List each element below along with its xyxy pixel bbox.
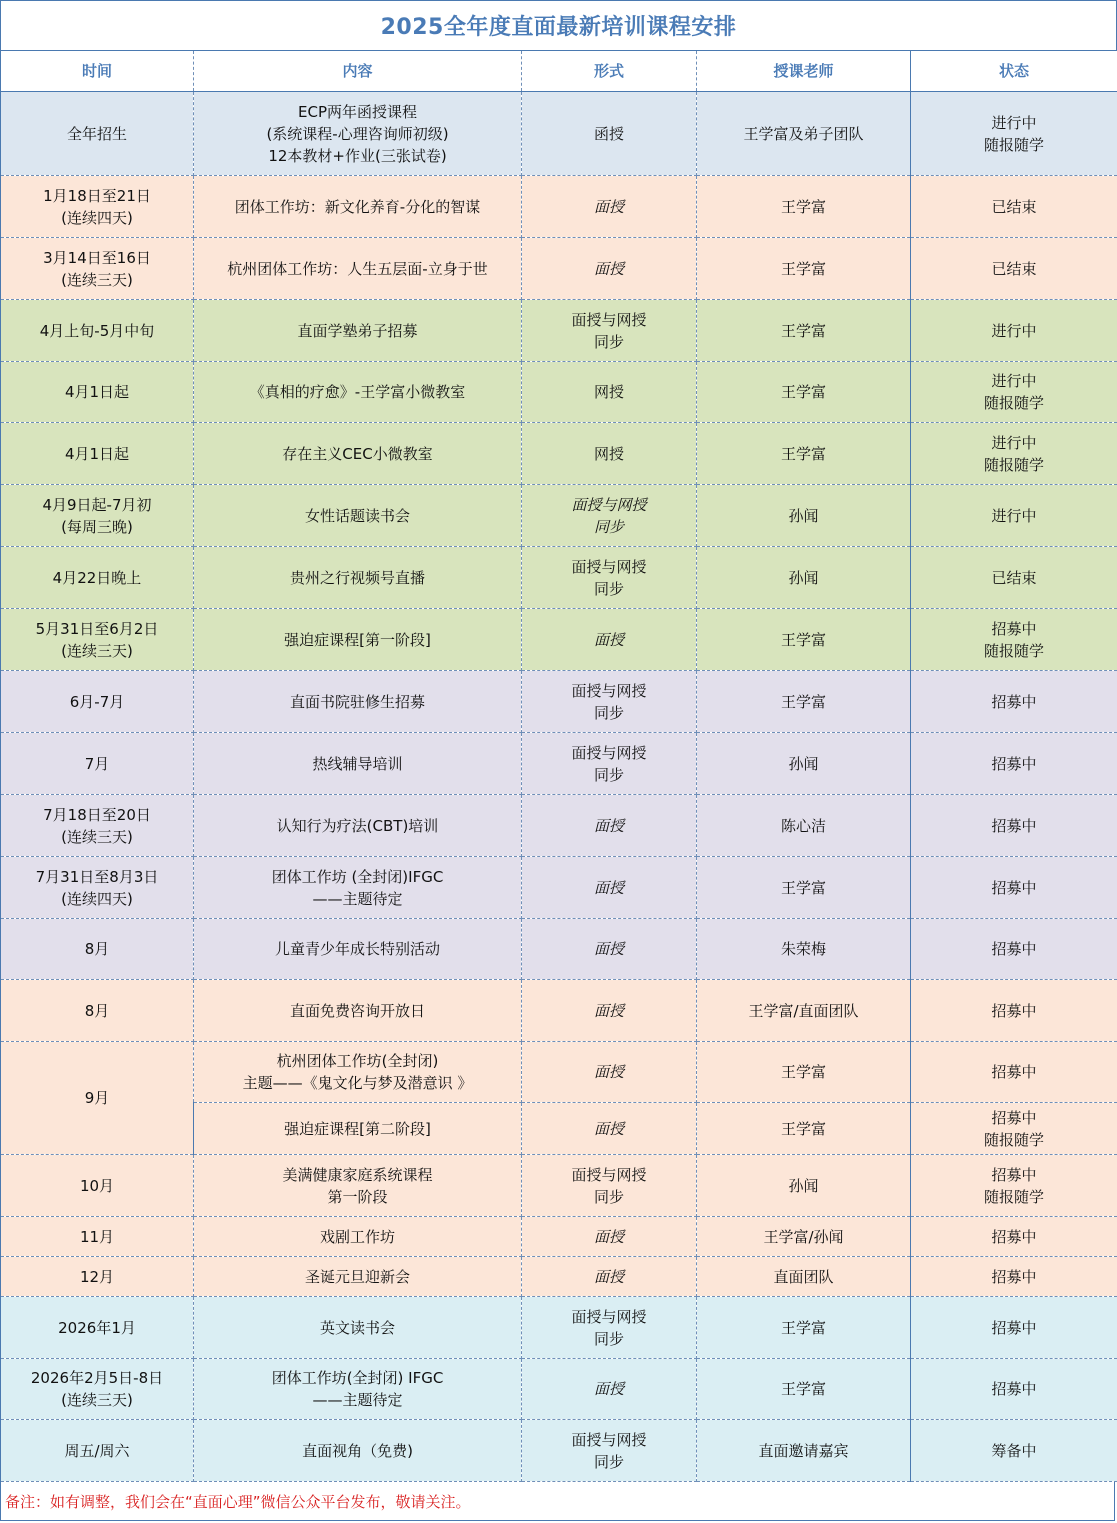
form-cell-line: 同步: [593, 517, 624, 536]
teacher-cell: 孙闻: [697, 1155, 911, 1217]
time-cell: [1, 671, 194, 733]
status-cell: [911, 919, 1117, 980]
form-cell: [522, 671, 697, 733]
status-cell-line: 招募中: [991, 940, 1037, 958]
form-cell: [522, 1042, 697, 1103]
table-row: [1, 547, 1117, 609]
time-cell: [1, 176, 194, 238]
time-cell: [1, 92, 194, 176]
form-cell-line: 面授与网授: [571, 1165, 647, 1184]
status-cell-line: 招募中: [991, 692, 1037, 711]
form-cell-line: 面授: [593, 940, 624, 958]
teacher-cell: 王学富: [697, 671, 911, 733]
form-cell-line: 面授: [593, 1267, 624, 1286]
content-cell-line: 直面免费咨询开放日: [289, 1001, 425, 1020]
status-cell: [911, 1297, 1117, 1359]
page-title: 2025全年度直面最新培训课程安排: [0, 0, 1117, 50]
time-cell: [1, 423, 194, 485]
form-cell-line: 面授与网授: [571, 495, 647, 514]
status-cell-line: 筹备中: [991, 1441, 1037, 1460]
status-cell: [911, 238, 1117, 300]
form-cell: [522, 238, 697, 300]
form-cell-line: 面授与网授: [571, 310, 647, 329]
status-cell: [911, 1217, 1117, 1257]
form-cell-line: 面授: [593, 630, 624, 649]
content-cell-line: 圣诞元旦迎新会: [304, 1267, 410, 1286]
teacher-cell: 王学富: [697, 857, 911, 919]
content-cell: [194, 609, 522, 671]
content-cell-line: 认知行为疗法(CBT)培训: [276, 816, 439, 835]
status-cell-line: 已结束: [991, 197, 1037, 216]
form-cell-line: 面授与网授: [571, 1307, 647, 1326]
form-cell-line: 同步: [593, 1452, 624, 1471]
status-cell-line: 进行中: [991, 321, 1037, 340]
teacher-cell: 王学富: [697, 423, 911, 485]
form-cell: [522, 1297, 697, 1359]
form-cell: [522, 733, 697, 795]
time-cell-line: (连续三天): [61, 641, 133, 660]
form-cell: [522, 1420, 697, 1482]
content-cell-line: 强迫症课程[第一阶段]: [284, 630, 431, 649]
table-row: [1, 1155, 1117, 1217]
form-cell: [522, 547, 697, 609]
form-cell-line: 面授: [593, 197, 624, 216]
time-cell-line: 11月: [79, 1227, 115, 1246]
status-cell: [911, 1042, 1117, 1103]
table-row: [1, 671, 1117, 733]
content-cell: [194, 176, 522, 238]
time-cell: [1, 547, 194, 609]
teacher-cell: 王学富: [697, 176, 911, 238]
status-cell-line: 招募中: [991, 878, 1037, 897]
time-cell: [1, 300, 194, 362]
table-row: [1, 238, 1117, 300]
time-cell-line: (连续四天): [61, 208, 133, 227]
form-cell: [522, 92, 697, 176]
content-cell-line: ——主题待定: [312, 1391, 403, 1409]
content-cell: [194, 1297, 522, 1359]
content-cell: [194, 362, 522, 423]
status-cell-line: 招募中: [991, 1165, 1037, 1184]
table-row: [1, 733, 1117, 795]
form-cell-line: 同步: [593, 703, 624, 722]
teacher-cell: 陈心洁: [697, 795, 911, 857]
teacher-cell: 朱荣梅: [697, 919, 911, 980]
form-cell-line: 同步: [593, 1187, 624, 1206]
time-cell-line: 5月31日至6月2日: [35, 619, 159, 638]
status-cell-line: 招募中: [991, 816, 1037, 835]
teacher-cell: 王学富: [697, 238, 911, 300]
time-cell-line: 4月22日晚上: [52, 568, 142, 587]
form-cell: [522, 1257, 697, 1297]
content-cell-line: 《真相的疗愈》-王学富小微教室: [249, 383, 466, 401]
form-cell-line: 网授: [593, 444, 624, 463]
form-cell: [522, 857, 697, 919]
time-cell-line: 4月9日起-7月初: [42, 495, 152, 514]
time-cell-line: 6月-7月: [69, 692, 125, 711]
form-cell-line: 网授: [593, 383, 624, 401]
status-cell: [911, 176, 1117, 238]
time-cell-line: (连续三天): [61, 1391, 133, 1409]
content-cell-line: ECP两年函授课程: [298, 102, 417, 121]
schedule-body: [1, 92, 1117, 1482]
status-cell-line: 招募中: [991, 1063, 1037, 1081]
time-cell-line: (连续四天): [61, 889, 133, 908]
form-cell-line: 面授: [593, 878, 624, 897]
content-cell-line: 杭州团体工作坊(全封闭): [276, 1052, 439, 1070]
table-row: [1, 300, 1117, 362]
content-cell-line: 女性话题读书会: [304, 506, 410, 525]
form-cell: [522, 1155, 697, 1217]
time-cell: [1, 1155, 194, 1217]
form-cell-line: 面授: [593, 1001, 624, 1020]
content-cell-line: 杭州团体工作坊：人生五层面-立身于世: [227, 259, 488, 278]
table-row: [1, 362, 1117, 423]
time-cell-line: 2026年1月: [58, 1318, 136, 1337]
table-row: [1, 1420, 1117, 1482]
status-cell-line: 随报随学: [983, 641, 1044, 660]
status-cell: [911, 857, 1117, 919]
teacher-cell: 王学富: [697, 300, 911, 362]
teacher-cell: 王学富: [697, 1359, 911, 1420]
form-cell: [522, 1359, 697, 1420]
form-cell: [522, 423, 697, 485]
time-cell: [1, 795, 194, 857]
form-cell: [522, 176, 697, 238]
time-cell: [1, 1257, 194, 1297]
table-row: [1, 980, 1117, 1042]
form-cell-line: 面授: [593, 1227, 624, 1246]
content-cell: [194, 1103, 522, 1155]
status-cell: [911, 795, 1117, 857]
time-cell: [1, 1042, 194, 1155]
time-cell-line: 7月31日至8月3日: [35, 867, 159, 886]
time-cell-line: 10月: [79, 1176, 115, 1195]
time-cell: [1, 919, 194, 980]
time-cell-line: (连续三天): [61, 827, 133, 846]
time-cell-line: (连续三天): [61, 270, 133, 289]
form-cell-line: 同步: [593, 579, 624, 598]
form-cell-line: 面授: [593, 1063, 624, 1081]
form-cell: [522, 300, 697, 362]
time-cell-line: 3月14日至16日: [43, 248, 151, 267]
status-cell: [911, 485, 1117, 547]
content-cell: [194, 300, 522, 362]
content-cell: [194, 671, 522, 733]
content-cell-line: 强迫症课程[第二阶段]: [284, 1119, 431, 1138]
form-cell-line: 面授与网授: [571, 681, 647, 700]
teacher-cell: 王学富: [697, 362, 911, 423]
form-cell-line: 面授与网授: [571, 743, 647, 762]
header-content: 内容: [194, 51, 522, 92]
status-cell-line: 进行中: [991, 433, 1037, 452]
table-row: [1, 92, 1117, 176]
content-cell-line: 团体工作坊 (全封闭)IFGC: [271, 867, 444, 886]
teacher-cell: 王学富: [697, 609, 911, 671]
form-cell-line: 面授: [593, 1119, 624, 1138]
teacher-cell: 王学富: [697, 1042, 911, 1103]
time-cell-line: 2026年2月5日-8日: [30, 1369, 164, 1387]
status-cell: [911, 92, 1117, 176]
content-cell-line: ——主题待定: [312, 889, 403, 908]
status-cell: [911, 547, 1117, 609]
teacher-cell: 直面团队: [697, 1257, 911, 1297]
form-cell: [522, 795, 697, 857]
time-cell: [1, 980, 194, 1042]
status-cell-line: 随报随学: [983, 394, 1044, 412]
footer-note: 备注：如有调整，我们会在“直面心理”微信公众平台发布，敬请关注。: [0, 1482, 1115, 1521]
status-cell-line: 招募中: [991, 619, 1037, 638]
form-cell: [522, 362, 697, 423]
form-cell-line: 面授: [593, 1380, 624, 1398]
status-cell-line: 随报随学: [983, 1187, 1044, 1206]
teacher-cell: 孙闻: [697, 733, 911, 795]
status-cell-line: 进行中: [991, 113, 1037, 132]
status-cell-line: 进行中: [991, 506, 1037, 525]
time-cell-line: (每周三晚): [61, 517, 133, 536]
content-cell: [194, 1042, 522, 1103]
status-cell: [911, 1420, 1117, 1482]
status-cell: [911, 1359, 1117, 1420]
table-row: [1, 857, 1117, 919]
status-cell-line: 招募中: [991, 1380, 1037, 1398]
content-cell: [194, 1217, 522, 1257]
time-cell: [1, 733, 194, 795]
form-cell-line: 面授与网授: [571, 557, 647, 576]
time-cell: [1, 1217, 194, 1257]
table-row: [1, 1297, 1117, 1359]
content-cell-line: 英文读书会: [319, 1318, 395, 1337]
table-row: [1, 609, 1117, 671]
content-cell-line: 直面视角（免费): [302, 1441, 413, 1460]
teacher-cell: 王学富: [697, 1103, 911, 1155]
table-row: [1, 176, 1117, 238]
content-cell-line: 直面书院驻修生招募: [289, 692, 425, 711]
form-cell-line: 同步: [593, 765, 624, 784]
status-cell: [911, 1257, 1117, 1297]
status-cell: [911, 980, 1117, 1042]
teacher-cell: 王学富: [697, 1297, 911, 1359]
time-cell-line: 4月1日起: [64, 444, 130, 463]
status-cell-line: 招募中: [991, 1001, 1037, 1020]
content-cell-line: 儿童青少年成长特别活动: [274, 940, 440, 958]
teacher-cell: 王学富/孙闻: [697, 1217, 911, 1257]
form-cell-line: 面授与网授: [571, 1430, 647, 1449]
time-cell-line: 全年招生: [66, 124, 127, 143]
content-cell-line: 戏剧工作坊: [319, 1227, 395, 1246]
form-cell-line: 同步: [593, 1329, 624, 1348]
content-cell-line: 12本教材+作业(三张试卷): [268, 146, 447, 165]
content-cell: [194, 919, 522, 980]
header-status: 状态: [911, 51, 1117, 92]
form-cell: [522, 1103, 697, 1155]
content-cell-line: 直面学塾弟子招募: [297, 321, 418, 340]
status-cell-line: 招募中: [991, 1108, 1037, 1127]
content-cell: [194, 857, 522, 919]
content-cell: [194, 1155, 522, 1217]
status-cell-line: 招募中: [991, 754, 1037, 773]
content-cell: [194, 423, 522, 485]
time-cell: [1, 609, 194, 671]
status-cell-line: 随报随学: [983, 1130, 1044, 1149]
form-cell: [522, 919, 697, 980]
form-cell-line: 函授: [593, 124, 624, 143]
time-cell: [1, 485, 194, 547]
status-cell-line: 招募中: [991, 1267, 1037, 1286]
status-cell: [911, 300, 1117, 362]
content-cell: [194, 1420, 522, 1482]
teacher-cell: 王学富/直面团队: [697, 980, 911, 1042]
status-cell-line: 随报随学: [983, 455, 1044, 474]
status-cell: [911, 609, 1117, 671]
form-cell: [522, 980, 697, 1042]
content-cell: [194, 1359, 522, 1420]
content-cell-line: 团体工作坊(全封闭) IFGC: [271, 1369, 444, 1387]
time-cell-line: 7月: [84, 754, 110, 773]
time-cell: [1, 857, 194, 919]
time-cell: [1, 1420, 194, 1482]
status-cell-line: 进行中: [991, 372, 1037, 390]
content-cell: [194, 795, 522, 857]
teacher-cell: 孙闻: [697, 547, 911, 609]
status-cell-line: 招募中: [991, 1318, 1037, 1337]
header-teacher: 授课老师: [697, 51, 911, 92]
table-row: [1, 485, 1117, 547]
status-cell: [911, 733, 1117, 795]
table-row: [1, 1217, 1117, 1257]
time-cell: [1, 1297, 194, 1359]
table-row: [1, 423, 1117, 485]
table-row: [1, 1257, 1117, 1297]
content-cell: [194, 733, 522, 795]
content-cell-line: 团体工作坊：新文化养育-分化的智谋: [234, 197, 481, 216]
time-cell-line: 1月18日至21日: [43, 186, 151, 205]
content-cell-line: 存在主义CEC小微教室: [282, 444, 433, 463]
header-form: 形式: [522, 51, 697, 92]
content-cell: [194, 980, 522, 1042]
content-cell: [194, 547, 522, 609]
header-time: 时间: [1, 51, 194, 92]
time-cell-line: 7月18日至20日: [43, 805, 151, 824]
content-cell-line: 贵州之行视频号直播: [289, 568, 425, 587]
schedule-table: [0, 50, 1117, 1482]
form-cell: [522, 485, 697, 547]
content-cell-line: 主题——《鬼文化与梦及潜意识 》: [242, 1074, 473, 1092]
time-cell-line: 4月上旬-5月中旬: [39, 321, 155, 340]
header-row: [1, 51, 1117, 92]
time-cell: [1, 1359, 194, 1420]
status-cell: [911, 423, 1117, 485]
time-cell: [1, 362, 194, 423]
status-cell-line: 已结束: [991, 568, 1037, 587]
table-row: [1, 1359, 1117, 1420]
form-cell: [522, 1217, 697, 1257]
form-cell-line: 面授: [593, 816, 624, 835]
status-cell: [911, 1155, 1117, 1217]
status-cell: [911, 1103, 1117, 1155]
status-cell-line: 招募中: [991, 1227, 1037, 1246]
table-row: [1, 795, 1117, 857]
teacher-cell: 直面邀请嘉宾: [697, 1420, 911, 1482]
table-row: [1, 919, 1117, 980]
time-cell-line: 12月: [79, 1267, 115, 1286]
content-cell: [194, 238, 522, 300]
status-cell: [911, 671, 1117, 733]
content-cell-line: 第一阶段: [327, 1187, 388, 1206]
time-cell: [1, 238, 194, 300]
teacher-cell: 王学富及弟子团队: [697, 92, 911, 176]
content-cell: [194, 1257, 522, 1297]
content-cell-line: 热线辅导培训: [312, 754, 403, 773]
form-cell-line: 同步: [593, 332, 624, 351]
status-cell-line: 随报随学: [983, 135, 1044, 154]
content-cell-line: 美满健康家庭系统课程: [282, 1165, 433, 1184]
time-cell-line: 9月: [84, 1089, 110, 1107]
time-cell-line: 8月: [84, 940, 110, 958]
time-cell-line: 8月: [84, 1001, 110, 1020]
time-cell-line: 4月1日起: [64, 383, 130, 401]
content-cell-line: (系统课程-心理咨询师初级): [266, 124, 449, 143]
teacher-cell: 孙闻: [697, 485, 911, 547]
form-cell-line: 面授: [593, 259, 624, 278]
content-cell: [194, 92, 522, 176]
time-cell-line: 周五/周六: [64, 1441, 130, 1460]
table-row: [1, 1042, 1117, 1103]
status-cell-line: 已结束: [991, 259, 1037, 278]
form-cell: [522, 609, 697, 671]
status-cell: [911, 362, 1117, 423]
content-cell: [194, 485, 522, 547]
